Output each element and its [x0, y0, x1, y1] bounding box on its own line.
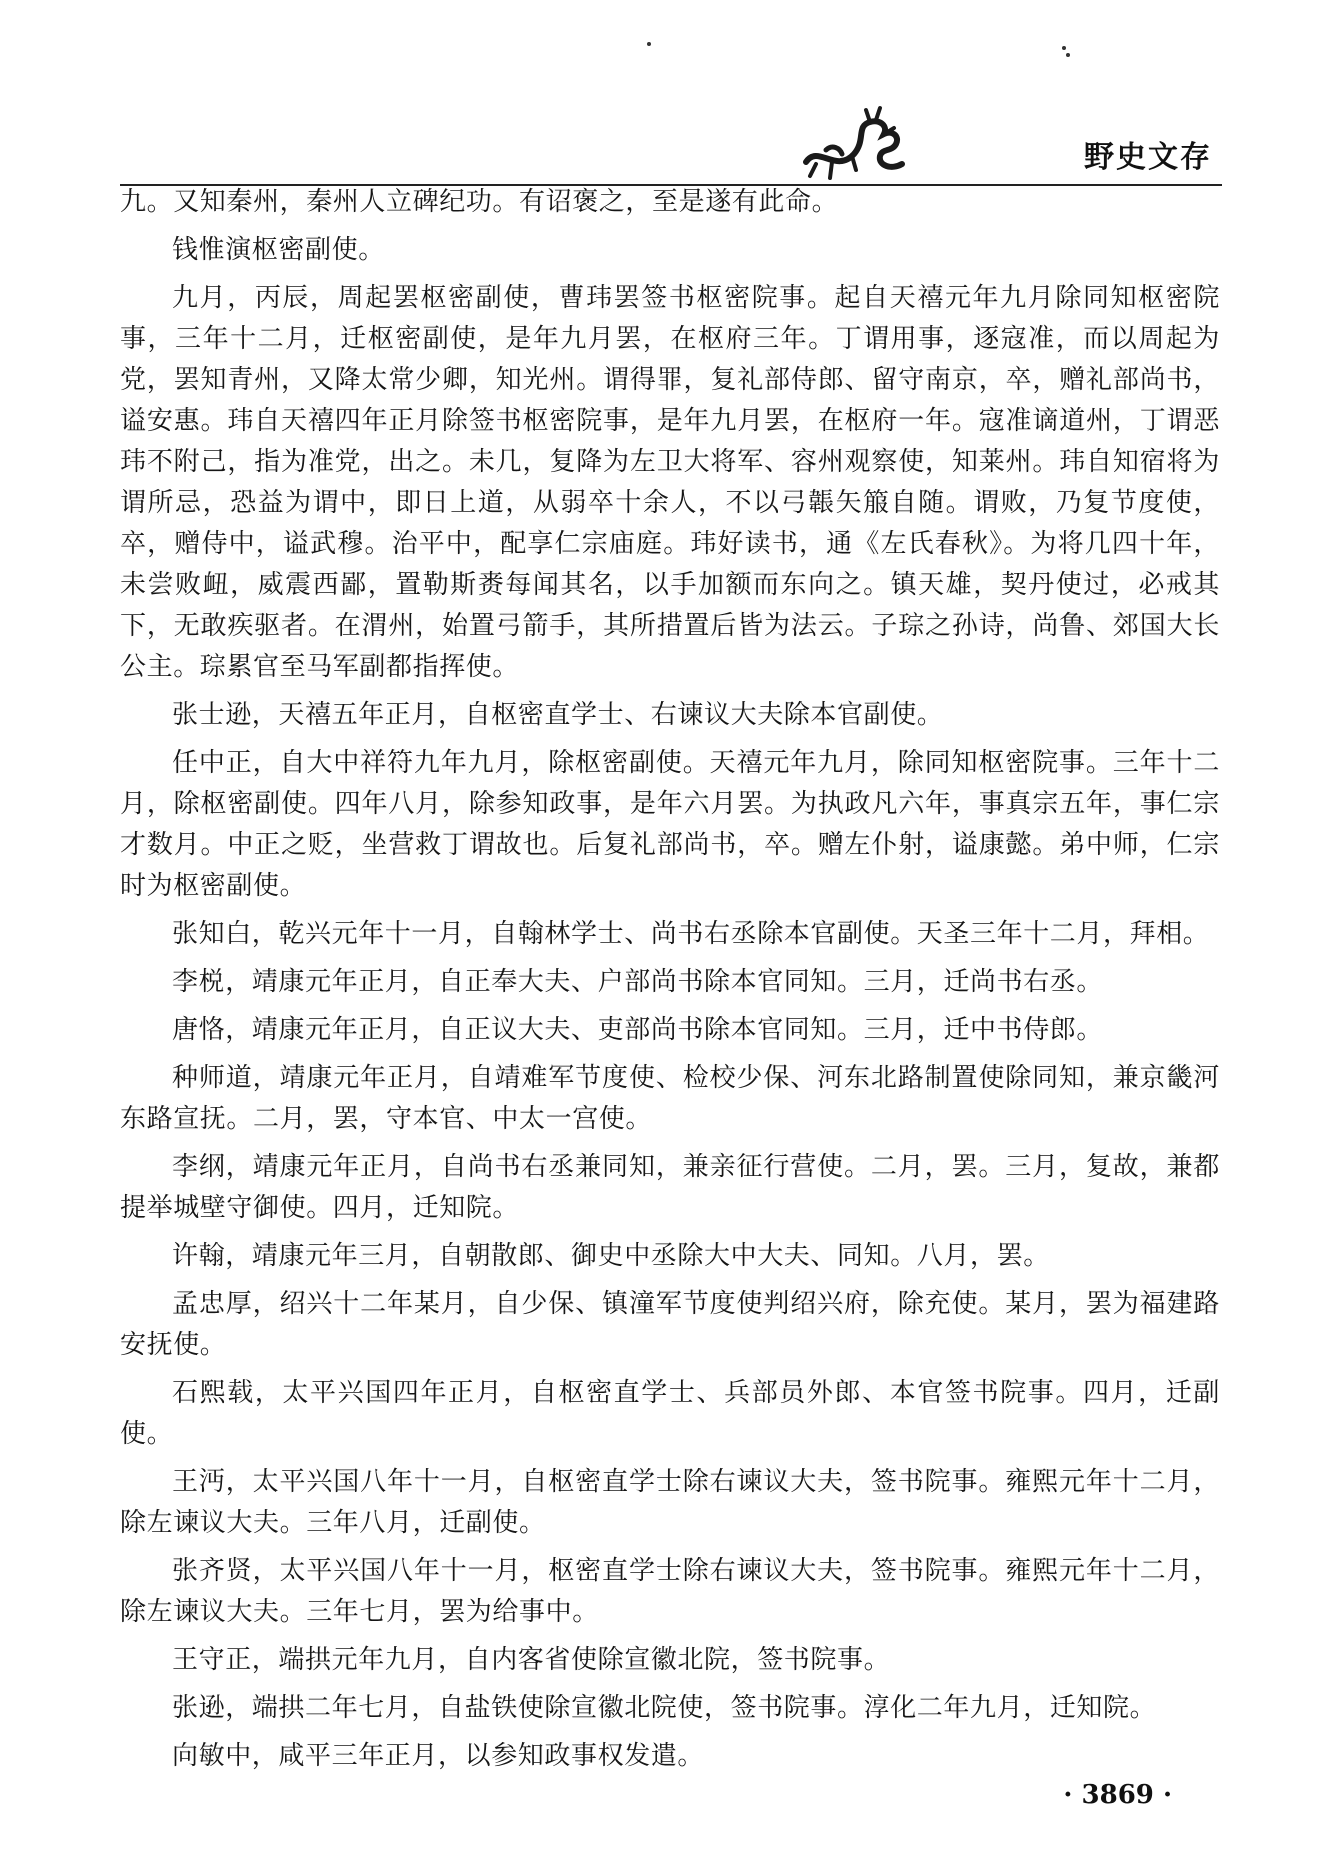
paragraph: 种师道，靖康元年正月，自靖难军节度使、检校少保、河东北路制置使除同知，兼京畿河东路宣抚。二月，罢，守本官、中太一宫使。	[120, 1063, 1220, 1134]
paragraph: 钱惟演枢密副使。	[172, 235, 385, 265]
page-number: · 3869 ·	[1063, 1780, 1172, 1810]
paragraph: 任中正，自大中祥符九年九月，除枢密副使。天禧元年九月，除同知枢密院事。三年十二月，除枢密副使。四年八月，除参知政事，是年六月罢。为执政凡六年，事真宗五年，事仁宗才数月。中正之贬，坐营救丁谓故也。后复礼部尚书，卒。赠左仆射，谥康懿。弟中师，仁宗时为枢密副使。	[120, 748, 1220, 901]
paragraph: 九。又知秦州，秦州人立碑纪功。有诏褒之，至是遂有此命。	[120, 187, 839, 217]
paragraph: 许翰，靖康元年三月，自朝散郎、御史中丞除大中大夫、同知。八月，罢。	[172, 1241, 1050, 1271]
paragraph: 孟忠厚，绍兴十二年某月，自少保、镇潼军节度使判绍兴府，除充使。某月，罢为福建路安抚使。	[120, 1289, 1220, 1360]
paragraph: 李纲，靖康元年正月，自尚书右丞兼同知，兼亲征行营使。二月，罢。三月，复故，兼都提举城壁守御使。四月，迁知院。	[120, 1152, 1220, 1223]
paragraph: 张逊，端拱二年七月，自盐铁使除宣徽北院使，签书院事。淳化二年九月，迁知院。	[172, 1693, 1157, 1723]
scan-speck	[647, 42, 651, 46]
paragraph: 九月，丙辰，周起罢枢密副使，曹玮罢签书枢密院事。起自天禧元年九月除同知枢密院事，三年十二月，迁枢密副使，是年九月罢，在枢府三年。丁谓用事，逐寇准，而以周起为党，罢知青州，又降太常少卿，知光州。谓得罪，复礼部侍郎、留守南京，卒，赠礼部尚书，谥安惠。玮自天禧四年正月除签书枢密院事，是年九月罢，在枢府一年。寇准谪道州，丁谓恶玮不附己，指为准党，出之。未几，复降为左卫大将军、容州观察使，知莱州。玮自知宿将为谓所忌，恐益为谓中，即日上道，从弱卒十余人，不以弓韔矢箙自随。谓败，乃复节度使，卒，赠侍中，谥武穆。治平中，配享仁宗庙庭。玮好读书，通《左氏春秋》。为将几四十年，未尝败衄，威震西鄙，置勒斯赉每闻其名，以手加额而东向之。镇天雄，契丹使过，必戒其下，无敢疾驱者。在渭州，始置弓箭手，其所措置后皆为法云。子琮之孙诗，尚鲁、郊国大长公主。琮累官至马军副都指挥使。	[120, 283, 1220, 682]
paragraph: 石熙载，太平兴国四年正月，自枢密直学士、兵部员外郎、本官签书院事。四月，迁副使。	[120, 1378, 1220, 1449]
paragraph: 向敏中，咸平三年正月，以参知政事权发遣。	[172, 1741, 705, 1771]
paragraph: 张齐贤，太平兴国八年十一月，枢密直学士除右谏议大夫，签书院事。雍熙元年十二月，除左谏议大夫。三年七月，罢为给事中。	[120, 1556, 1220, 1627]
paragraph: 唐恪，靖康元年正月，自正议大夫、吏部尚书除本官同知。三月，迁中书侍郎。	[172, 1015, 1104, 1045]
page-header	[120, 104, 1222, 188]
paragraph: 张士逊，天禧五年正月，自枢密直学士、右谏议大夫除本官副使。	[172, 700, 944, 730]
scan-speck	[1066, 53, 1070, 57]
paragraph: 王守正，端拱元年九月，自内客省使除宣徽北院，签书院事。	[172, 1645, 891, 1675]
dragon-emblem-icon	[796, 104, 916, 188]
body-text	[120, 182, 1220, 1784]
paragraph: 李棁，靖康元年正月，自正奉大夫、户部尚书除本官同知。三月，迁尚书右丞。	[172, 967, 1104, 997]
header-title: 野史文存	[1084, 140, 1212, 175]
paragraph: 张知白，乾兴元年十一月，自翰林学士、尚书右丞除本官副使。天圣三年十二月，拜相。	[172, 919, 1210, 949]
paragraph: 王沔，太平兴国八年十一月，自枢密直学士除右谏议大夫，签书院事。雍熙元年十二月，除左谏议大夫。三年八月，迁副使。	[120, 1467, 1220, 1538]
scan-speck	[1062, 46, 1066, 50]
